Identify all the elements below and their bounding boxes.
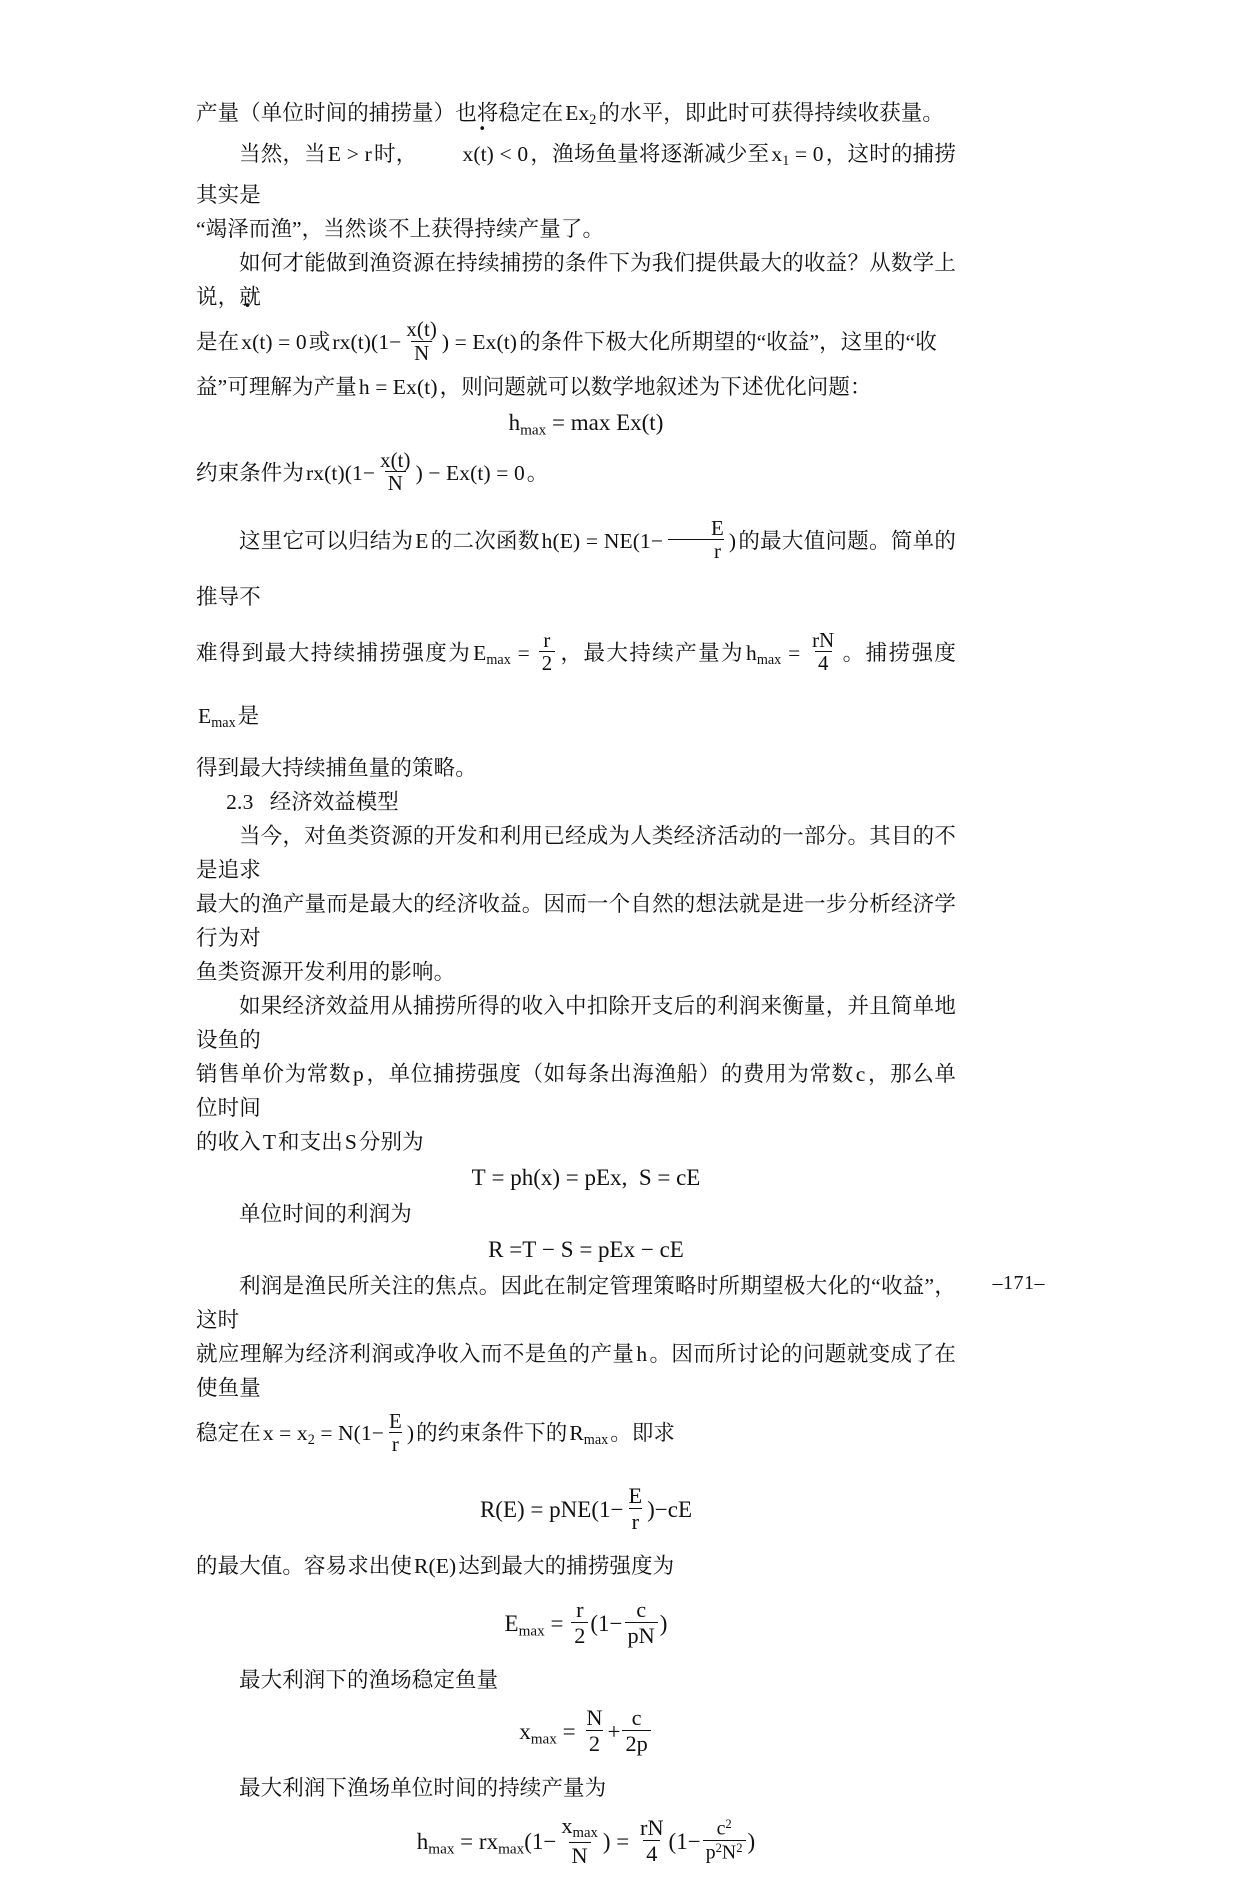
fraction-c-over-2p (622, 1706, 650, 1756)
symbol-r: r (478, 1828, 487, 1854)
subscript-max: max (518, 1622, 545, 1640)
symbol-two: 2 (625, 1730, 637, 1756)
symbol-equals: = (585, 528, 599, 553)
inline-math-E-gt-r (326, 142, 374, 166)
equation-2-content (478, 1482, 694, 1534)
symbol-minus: − (609, 1610, 623, 1636)
symbol-minus: − (654, 1496, 668, 1522)
equation-3-content (470, 1165, 703, 1190)
symbol-equals: = (552, 409, 565, 435)
symbol-x: x (561, 1812, 573, 1838)
symbol-minus: − (371, 1421, 385, 1446)
symbol-rparen: ) (486, 141, 494, 166)
fraction-numerator: x(t) (406, 316, 437, 341)
symbol-phx: ph(x) (510, 1164, 561, 1190)
p5-text-b: 的二次函数 (430, 528, 540, 553)
symbol-equals: = (794, 141, 808, 166)
fraction-c2-over-p2N2 (703, 1818, 746, 1864)
symbol-x-dot: · x (419, 137, 473, 171)
p3-text-a: 如何才能做到渔资源在持续捕捞的条件下为我们提供最大的收益？从数学上说，就 (196, 250, 956, 309)
page-number: –171– (992, 1272, 1045, 1294)
paragraph-2-line2 (196, 212, 956, 246)
subscript-max: max (211, 714, 236, 731)
inline-math-Ex2 (563, 101, 598, 128)
p10-text-d: 稳定在 (196, 1421, 261, 1446)
subscript-max: max (583, 1432, 609, 1449)
symbol-r: r (364, 141, 372, 166)
fraction-denominator: 4 (815, 651, 832, 675)
symbol-equals: = (279, 1421, 292, 1446)
inline-math-Emax-eq-r-over-2 (471, 627, 559, 676)
symbol-equals: = (496, 460, 509, 485)
fraction-E-over-r (386, 1410, 405, 1457)
symbol-minus: − (389, 329, 402, 354)
p1-text-a: 产量（单位时间的捕捞量）也将稳定在 (196, 101, 564, 125)
paragraph-5-line1 (196, 513, 956, 625)
p5-text-g: 是 (237, 703, 260, 728)
inline-math-xdot-eq-0 (239, 330, 309, 354)
symbol-rparen: ) (647, 1496, 655, 1522)
symbol-zero: 0 (812, 141, 824, 166)
inline-math-hmax-eq-rN-over-4 (744, 627, 841, 676)
fraction-numerator: rN (640, 1814, 664, 1840)
equation-xmax (196, 1704, 956, 1759)
symbol-equals: = (788, 640, 801, 665)
fraction-denominator: 2 (571, 1622, 588, 1648)
p9-text: 单位时间的利润为 (239, 1202, 412, 1227)
symbol-lparen: ( (371, 329, 379, 354)
p11-text-b: 达到最大的捕捞强度为 (458, 1553, 675, 1578)
symbol-rparen: ) (659, 1610, 668, 1636)
symbol-equals: = (530, 1496, 544, 1522)
paragraph-5-line2 (196, 625, 956, 751)
equation-4-content (486, 1237, 686, 1262)
paragraph-8-line3 (196, 1125, 956, 1159)
fraction-numerator: c (636, 1596, 647, 1622)
symbol-equals: = (550, 1610, 564, 1636)
symbol-one: 1 (676, 1828, 688, 1854)
subscript-1: 1 (782, 152, 790, 169)
symbol-lparen: ( (252, 329, 260, 354)
p8-text-e: 的收入 (196, 1129, 261, 1154)
paragraph-10-line1 (196, 1269, 956, 1337)
fraction-denominator (622, 1730, 650, 1756)
p5-text-h: 得到最大持续捕鱼量的策略。 (196, 755, 477, 780)
symbol-x: x (578, 101, 590, 125)
inline-math-hE-quadratic (540, 515, 739, 564)
p2-text-b: 时， (373, 141, 418, 166)
spacer (196, 1697, 956, 1703)
spacer (196, 501, 956, 513)
spacer (196, 1805, 956, 1811)
subscript-max: max (498, 1840, 525, 1858)
p4-text-b: 。 (526, 460, 549, 485)
symbol-h: h (508, 409, 521, 435)
paragraph-2 (196, 137, 956, 212)
symbol-x: x (771, 141, 783, 166)
fraction-denominator: 2 (586, 1730, 603, 1756)
inline-math-E: E (415, 528, 429, 553)
symbol-one: 1 (360, 1421, 372, 1446)
paragraph-3-line3 (196, 370, 956, 404)
symbol-rparen: ) (747, 1828, 756, 1854)
symbol-T: T (522, 1237, 537, 1263)
p2-text-d: ，这时的捕捞其实是 (196, 141, 957, 207)
symbol-lparen: ( (591, 1496, 599, 1522)
symbol-c: c (716, 1817, 726, 1840)
symbol-zero: 0 (517, 141, 529, 166)
p2-text-c: ，渔场鱼量将逐渐减少至 (530, 141, 770, 166)
symbol-x: x (519, 1718, 531, 1744)
p12-text: 最大利润下的渔场稳定鱼量 (239, 1667, 499, 1692)
paragraph-7-line1 (196, 819, 956, 887)
inline-math-T: T (262, 1129, 277, 1154)
p10-text-a: 利润是渔民所关注的焦点。因此在制定管理策略时所期望极大化的“收益”，这时 (196, 1274, 956, 1333)
subscript-max: max (530, 1730, 557, 1748)
p8-text-b: 销售单价为常数 (196, 1061, 352, 1086)
symbol-cE: cE (659, 1237, 684, 1263)
symbol-N: N (721, 1841, 737, 1864)
fraction-E-over-r (625, 1484, 645, 1534)
symbol-rxt: rx(t) (306, 460, 345, 485)
symbol-E: E (565, 101, 579, 125)
p3-text-b: 是在 (196, 329, 240, 354)
symbol-one: 1 (599, 1496, 611, 1522)
fraction-numerator: r (576, 1596, 584, 1622)
equation-7-content (415, 1812, 757, 1868)
paragraph-7-line3 (196, 955, 956, 989)
symbol-minus: − (687, 1828, 701, 1854)
symbol-equals: = (375, 374, 388, 399)
symbol-lparen: ( (668, 1828, 677, 1854)
symbol-R: R (488, 1237, 504, 1263)
symbol-minus: − (610, 1496, 624, 1522)
p5-text-a: 这里它可以归结为 (239, 528, 414, 553)
paragraph-10-line3 (196, 1405, 956, 1468)
p10-text-f: 。即求 (610, 1421, 676, 1446)
symbol-gt: > (346, 141, 359, 166)
inline-math-x1-eq-0 (769, 141, 825, 169)
subscript-max: max (572, 1825, 598, 1842)
p10-text-e: 的约束条件下的 (416, 1421, 568, 1446)
symbol-h: h (745, 640, 757, 665)
p8-text-a: 如果经济效益用从捕捞所得的收入中扣除开支后的利润来衡量，并且简单地设鱼的 (196, 993, 956, 1052)
page-content (196, 96, 956, 1877)
symbol-S: S (560, 1237, 574, 1263)
spacer (196, 1583, 956, 1595)
symbol-Ext: Ex(t) (392, 374, 438, 399)
fraction-numerator: N (586, 1704, 603, 1730)
fraction-denominator (703, 1840, 746, 1864)
inline-math-h-eq-Ext (357, 375, 440, 399)
p10-text-b: 就应理解为经济利润或净收入而不是鱼的产量 (196, 1342, 635, 1367)
section-number: 2.3 (226, 789, 254, 814)
fraction-denominator: N (411, 341, 432, 365)
symbol-lparen: ( (524, 1828, 532, 1854)
paragraph-10-line2 (196, 1337, 956, 1405)
subscript-max: max (520, 421, 547, 439)
p13-text: 最大利润下渔场单位时间的持续产量为 (239, 1775, 607, 1800)
fraction-xt-over-N (403, 318, 440, 365)
section-heading-2-3 (196, 785, 956, 819)
fraction-denominator: 2 (539, 651, 556, 675)
p5-text-c: 的最大值问题。简单的推导不 (196, 528, 956, 609)
symbol-rparen: ) (265, 329, 273, 354)
symbol-equals: = (460, 1828, 474, 1854)
symbol-x: x (486, 1828, 499, 1854)
symbol-rxt: rx(t) (332, 329, 372, 354)
symbol-Ext: Ex(t) (616, 409, 664, 435)
subscript-2: 2 (307, 1432, 315, 1449)
p3-text-c: 的条件下极大化所期望的“收益”，这里的“收 (519, 329, 937, 354)
symbol-cE: cE (676, 1164, 701, 1190)
symbol-minus: − (543, 1828, 557, 1854)
fraction-numerator: E (711, 515, 724, 540)
symbol-N: N (338, 1421, 354, 1446)
p1-text-b: 的水平，即此时可获得持续收获量。 (598, 101, 944, 125)
symbol-NE: NE (603, 528, 633, 553)
fraction-xt-over-N (377, 449, 414, 496)
symbol-E: E (327, 141, 342, 166)
paragraph-11 (196, 1549, 956, 1583)
fraction-N-over-2 (583, 1706, 605, 1756)
p8-text-f: 和支出 (278, 1129, 343, 1154)
symbol-one: 1 (639, 528, 651, 553)
symbol-Ext: Ex(t) (446, 460, 491, 485)
symbol-minus: − (428, 460, 441, 485)
paragraph-1 (196, 96, 956, 137)
symbol-one: 1 (351, 460, 363, 485)
symbol-E: E (473, 640, 487, 665)
fraction-numerator (714, 1818, 735, 1840)
symbol-rparen: ) (602, 1828, 611, 1854)
inline-math-c: c (855, 1061, 866, 1086)
symbol-rparen: ) (415, 460, 423, 485)
paragraph-13 (196, 1771, 956, 1805)
symbol-zero: 0 (513, 460, 525, 485)
fraction-denominator: N (569, 1842, 591, 1868)
subscript-2: 2 (589, 111, 597, 128)
symbol-p: p (705, 1841, 716, 1864)
inline-math-h: h (636, 1342, 648, 1367)
inline-math-Rmax (567, 1421, 610, 1449)
subscript-max: max (756, 651, 782, 668)
symbol-minus: − (640, 1237, 654, 1263)
fraction-rN-over-4 (637, 1816, 667, 1866)
symbol-zero: 0 (295, 329, 307, 354)
fraction-denominator: r (389, 1432, 402, 1456)
fraction-E-over-r (665, 517, 727, 564)
superscript-2: 2 (736, 1841, 743, 1855)
symbol-one: 1 (531, 1828, 544, 1854)
p7-text-a: 当今，对鱼类资源的开发和利用已经成为人类经济活动的一部分。其目的不是追求 (196, 823, 956, 882)
symbol-x: x (262, 1421, 274, 1446)
p5-text-f: 。捕捞强度 (841, 640, 956, 665)
symbol-lt: < (499, 141, 512, 166)
superscript-2: 2 (725, 1817, 732, 1832)
p3-text-e: ，则问题就可以数学地叙述为下述优化问题： (439, 374, 872, 399)
subscript-max: max (486, 651, 511, 668)
fraction-rN-over-4 (809, 629, 837, 676)
symbol-x-dot: · x (241, 314, 252, 370)
paragraph-5-line3 (196, 751, 956, 785)
symbol-minus: − (650, 528, 664, 553)
p8-text-d: ，那么单位时间 (196, 1061, 957, 1120)
fraction-denominator: pN (625, 1622, 658, 1648)
p5-text-e: ，最大持续产量为 (559, 640, 744, 665)
symbol-equals: = (579, 1237, 593, 1263)
fraction-numerator: c (631, 1704, 642, 1730)
symbol-equals: = (320, 1421, 333, 1446)
fraction-numerator: r (543, 627, 551, 652)
equation-profit (196, 1237, 956, 1263)
p8-text-c: ，单位捕捞强度（如每条出海渔船）的费用为常数 (365, 1061, 854, 1086)
symbol-RE: R(E) (479, 1496, 525, 1522)
paragraph-8-line1 (196, 989, 956, 1057)
symbol-equals: = (616, 1828, 630, 1854)
paragraph-8-line2 (196, 1057, 956, 1125)
symbol-Ext: Ex(t) (472, 329, 518, 354)
fraction-numerator: rN (812, 627, 835, 652)
symbol-rparen: ) (728, 528, 737, 553)
symbol-T: T (471, 1164, 486, 1190)
symbol-p: p (636, 1730, 648, 1756)
symbol-lparen: ( (632, 528, 640, 553)
equation-hmax-max-Ext (196, 410, 956, 439)
fraction-denominator: N (385, 471, 406, 495)
p5-text-d: 难得到最大持续捕捞强度为 (196, 640, 472, 665)
symbol-rparen: ) (406, 1421, 415, 1446)
p7-text-c: 鱼类资源开发利用的影响。 (196, 959, 456, 984)
p3-text-d: 益”可理解为产量 (196, 374, 357, 399)
symbol-h: h (358, 374, 370, 399)
symbol-pEx: pEx (598, 1237, 636, 1263)
symbol-equals: = (278, 329, 291, 354)
symbol-one: 1 (378, 329, 390, 354)
paragraph-3-line2 (196, 314, 956, 370)
symbol-cE: cE (667, 1496, 693, 1522)
symbol-equals: = (491, 1164, 505, 1190)
symbol-paren-t: ( (473, 141, 481, 166)
paragraph-7-line2 (196, 887, 956, 955)
p11-text-a: 的最大值。容易求出使 (196, 1553, 413, 1578)
inline-math-S: S (344, 1129, 357, 1154)
symbol-pEx: pEx (584, 1164, 622, 1190)
symbol-lparen: ( (353, 1421, 361, 1446)
symbol-t: t (480, 141, 487, 166)
paragraph-3-line1 (196, 246, 956, 314)
symbol-hE: h(E) (541, 528, 581, 553)
p2-text-a: 当然，当 (239, 141, 326, 166)
fraction-r-over-2 (571, 1598, 588, 1648)
p7-text-b: 最大的渔产量而是最大的经济收益。因而一个自然的想法就是进一步分析经济学行为对 (196, 891, 956, 950)
symbol-plus: + (607, 1718, 621, 1744)
equation-6-content (517, 1704, 655, 1756)
fraction-numerator: E (389, 1408, 402, 1433)
paragraph-12 (196, 1663, 956, 1697)
equation-1-content (507, 409, 666, 439)
p2-text-e: “竭泽而渔”，当然谈不上获得持续产量了。 (196, 216, 605, 241)
paragraph-4-constraint (196, 445, 956, 501)
symbol-E: E (198, 703, 212, 728)
paragraph-9 (196, 1197, 956, 1231)
symbol-x: x (296, 1421, 308, 1446)
symbol-equals: = (517, 640, 530, 665)
inline-math-Emax (196, 703, 238, 731)
operator-max: max (570, 409, 611, 435)
fraction-numerator: E (628, 1482, 643, 1508)
symbol-rparen: ) (441, 329, 450, 354)
symbol-equals: = (509, 1237, 523, 1263)
symbol-one: 1 (598, 1610, 610, 1636)
symbol-h: h (416, 1828, 429, 1854)
p10-text-c: 。因而所讨论的问题就变成了在使鱼量 (196, 1342, 956, 1401)
inline-math-x-eq-x2 (261, 1408, 416, 1457)
fraction-denominator: r (629, 1508, 642, 1534)
superscript-2: 2 (715, 1841, 722, 1855)
subscript-max: max (428, 1840, 455, 1858)
symbol-equals: = (454, 329, 467, 354)
inline-math-p: p (353, 1061, 364, 1086)
symbol-minus: − (542, 1237, 556, 1263)
fraction-xmax-over-N (558, 1814, 601, 1868)
symbol-lparen: ( (344, 460, 352, 485)
symbol-S: S (638, 1164, 652, 1190)
symbol-equals: = (562, 1718, 576, 1744)
fraction-numerator (558, 1814, 601, 1842)
symbol-comma: , (621, 1164, 628, 1190)
equation-revenue-cost (196, 1165, 956, 1191)
p8-text-g: 分别为 (358, 1129, 424, 1154)
inline-math-logistic-eq (330, 316, 519, 365)
fraction-denominator: r (668, 539, 724, 563)
p3-text-or: 或 (308, 329, 331, 354)
symbol-equals: = (657, 1164, 671, 1190)
inline-math-xdot-lt-0 (417, 142, 530, 166)
fraction-r-over-2 (539, 629, 556, 676)
symbol-pNE: pNE (549, 1496, 592, 1522)
spacer (196, 1468, 956, 1480)
equation-hmax-sustained-yield (196, 1812, 956, 1871)
equation-Emax-optimal (196, 1596, 956, 1651)
fraction-c-over-pN (625, 1598, 658, 1648)
symbol-R: R (569, 1421, 584, 1446)
p4-text-a: 约束条件为 (196, 460, 305, 485)
symbol-t: t (259, 329, 266, 354)
fraction-denominator: 4 (643, 1840, 660, 1866)
equation-5-content (503, 1596, 670, 1648)
symbol-equals: = (565, 1164, 579, 1190)
symbol-E: E (504, 1610, 519, 1636)
symbol-minus: − (362, 460, 376, 485)
inline-math-RE: R(E) (414, 1553, 457, 1578)
equation-RE (196, 1482, 956, 1536)
section-title: 经济效益模型 (269, 789, 399, 814)
symbol-lparen: ( (590, 1610, 599, 1636)
fraction-numerator: x(t) (380, 447, 411, 472)
inline-math-constraint (304, 447, 527, 496)
